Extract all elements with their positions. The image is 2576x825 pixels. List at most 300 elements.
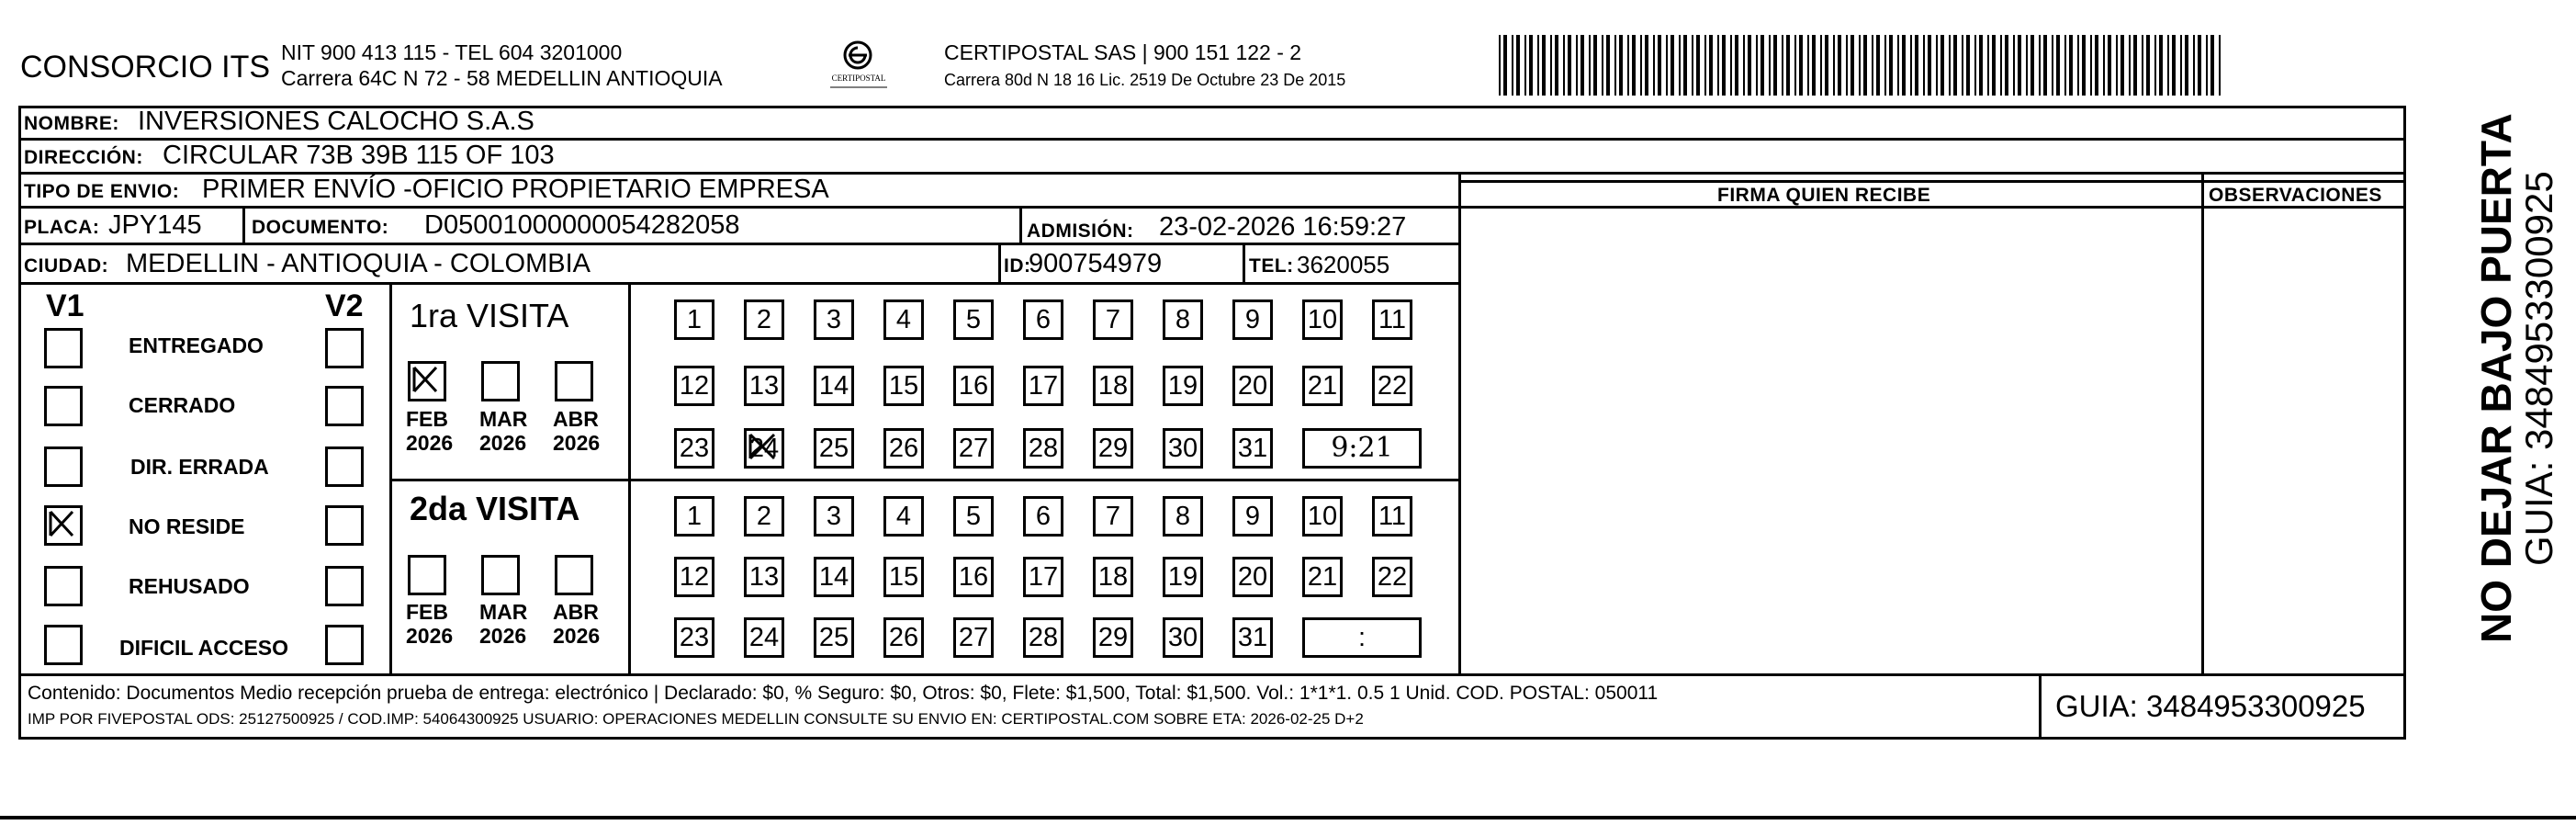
status-label-entregado: ENTREGADO <box>129 333 264 357</box>
barcode-bar <box>1897 35 1899 96</box>
second-day-14[interactable] <box>814 557 854 597</box>
second-day-8[interactable] <box>1163 496 1203 537</box>
second-year-label-mar: 2026 <box>479 624 527 648</box>
barcode-bar <box>2210 35 2214 96</box>
barcode-bar <box>1807 35 1809 96</box>
admision-label: ADMISIÓN: <box>1027 220 1134 242</box>
barcode-bar <box>1949 35 1951 96</box>
barcode-bar <box>1640 35 1642 96</box>
barcode-bar <box>1833 35 1835 96</box>
first-day-number: 17 <box>1028 371 1059 401</box>
second-day-number: 3 <box>826 502 842 531</box>
barcode-bar <box>2120 35 2124 96</box>
barcode-bar <box>1863 35 1867 96</box>
barcode-bar <box>1794 35 1796 96</box>
second-day-13[interactable] <box>744 557 784 597</box>
second-day-5[interactable] <box>953 496 994 537</box>
second-day-number: 23 <box>679 623 710 652</box>
second-day-9[interactable] <box>1232 496 1273 537</box>
barcode-bar <box>1769 35 1771 96</box>
barcode-bar <box>2219 35 2221 96</box>
first-day-19[interactable] <box>1163 366 1203 406</box>
v1-checkbox-no-reside[interactable] <box>44 505 83 546</box>
first-day-number: 4 <box>895 305 912 334</box>
barcode-bar <box>1512 35 1513 96</box>
second-day-number: 7 <box>1105 502 1121 531</box>
barcode-bar <box>1743 35 1745 96</box>
admision-value: 23-02-2026 16:59:27 <box>1159 212 1407 242</box>
barcode-bar <box>2069 35 2073 96</box>
first-day-23[interactable] <box>674 428 714 469</box>
barcode-bar <box>1915 35 1918 96</box>
barcode-bar <box>1679 35 1681 96</box>
first-day-15[interactable] <box>883 366 924 406</box>
second-day-number: 5 <box>965 502 982 531</box>
second-visit-label: 2da VISITA <box>410 490 580 527</box>
v1-checkbox-dir-errada[interactable] <box>44 446 83 487</box>
barcode-bar <box>1992 35 1996 96</box>
first-day-1[interactable] <box>674 299 714 340</box>
second-day-16[interactable] <box>953 557 994 597</box>
second-day-number: 8 <box>1175 502 1191 531</box>
second-day-number: 15 <box>888 562 919 592</box>
first-day-number: 15 <box>888 371 919 401</box>
barcode-bar <box>2103 35 2105 96</box>
barcode-bar <box>1563 35 1565 96</box>
second-day-18[interactable] <box>1093 557 1133 597</box>
barcode <box>1499 35 2226 96</box>
barcode-bar <box>1692 35 1693 96</box>
company-nit: NIT 900 413 115 - TEL 604 3201000 <box>281 40 623 64</box>
first-day-number: 29 <box>1097 434 1129 463</box>
barcode-bar <box>1717 35 1719 96</box>
barcode-bar <box>2198 35 2201 96</box>
second-day-number: 17 <box>1028 562 1059 592</box>
second-day-3[interactable] <box>814 496 854 537</box>
second-day-11[interactable] <box>1372 496 1412 537</box>
barcode-bar <box>1928 35 1931 96</box>
barcode-bar <box>1872 35 1873 96</box>
barcode-bar <box>2159 35 2163 96</box>
barcode-bar <box>2030 35 2034 96</box>
company-name: CONSORCIO ITS <box>20 50 271 85</box>
first-day-number: 20 <box>1237 371 1268 401</box>
barcode-bar <box>2043 35 2047 96</box>
barcode-bar <box>2154 35 2156 96</box>
first-visit-label: 1ra VISITA <box>410 297 569 334</box>
footer-guia: GUIA: 3484953300925 <box>2055 689 2366 723</box>
barcode-bar <box>2005 35 2008 96</box>
second-year-label-feb: 2026 <box>406 624 454 648</box>
barcode-bar <box>2185 35 2188 96</box>
first-day-13[interactable] <box>744 366 784 406</box>
v2-checkbox-dir-errada[interactable] <box>325 446 364 487</box>
first-day-number: 31 <box>1237 434 1268 463</box>
barcode-bar <box>2000 35 2002 96</box>
first-day-number: 5 <box>965 305 982 334</box>
first-day-number: 26 <box>888 434 919 463</box>
v1-checkbox-rehusado[interactable] <box>44 566 83 606</box>
second-year-label-abr: 2026 <box>553 624 601 648</box>
first-day-11[interactable] <box>1372 299 1412 340</box>
barcode-bar <box>1704 35 1706 96</box>
barcode-bar <box>1658 35 1661 96</box>
barcode-bar <box>2108 35 2111 96</box>
first-year-label-abr: 2026 <box>553 431 601 455</box>
nombre-label: NOMBRE: <box>24 113 119 134</box>
status-label-dir-errada: DIR. ERRADA <box>130 455 269 479</box>
second-day-31[interactable] <box>1232 617 1273 658</box>
first-month-label-mar: MAR <box>479 407 528 431</box>
status-label-dificil-acceso: DIFICIL ACCESO <box>119 636 289 660</box>
first-day-27[interactable] <box>953 428 994 469</box>
second-day-number: 30 <box>1167 623 1198 652</box>
first-day-number: 3 <box>826 305 842 334</box>
barcode-bar <box>2146 35 2150 96</box>
second-day-number: 14 <box>818 562 849 592</box>
barcode-bar <box>1953 35 1957 96</box>
barcode-bar <box>1940 35 1944 96</box>
barcode-bar <box>1850 35 1854 96</box>
first-day-number: 12 <box>679 371 710 401</box>
first-day-4[interactable] <box>883 299 924 340</box>
first-day-number: 28 <box>1028 434 1059 463</box>
first-day-number: 13 <box>748 371 780 401</box>
tipo-envio-value: PRIMER ENVÍO -OFICIO PROPIETARIO EMPRESA <box>202 175 829 204</box>
barcode-bar <box>1786 35 1790 96</box>
first-year-label-mar: 2026 <box>479 431 527 455</box>
barcode-bar <box>2206 35 2208 96</box>
second-day-17[interactable] <box>1023 557 1063 597</box>
first-day-number: 10 <box>1307 305 1338 334</box>
tel-value: 3620055 <box>1297 251 1390 278</box>
v2-checkbox-dificil-acceso[interactable] <box>325 625 364 665</box>
second-day-number: 25 <box>818 623 849 652</box>
first-day-6[interactable] <box>1023 299 1063 340</box>
status-label-cerrado: CERRADO <box>129 393 236 417</box>
barcode-bar <box>1529 35 1533 96</box>
second-day-21[interactable] <box>1302 557 1343 597</box>
barcode-bar <box>1542 35 1546 96</box>
first-day-number: 7 <box>1105 305 1121 334</box>
tipo-envio-label: TIPO DE ENVIO: <box>24 181 180 202</box>
v2-checkbox-rehusado[interactable] <box>325 566 364 606</box>
barcode-bar <box>2039 35 2041 96</box>
second-day-2[interactable] <box>744 496 784 537</box>
first-day-30[interactable] <box>1163 428 1203 469</box>
barcode-bar <box>1602 35 1603 96</box>
placa-label: PLACA: <box>24 217 100 238</box>
barcode-bar <box>1979 35 1983 96</box>
barcode-bar <box>2077 35 2079 96</box>
v2-checkbox-cerrado[interactable] <box>325 386 364 426</box>
first-day-number: 16 <box>958 371 989 401</box>
barcode-bar <box>1962 35 1963 96</box>
second-day-number: 18 <box>1097 562 1129 592</box>
second-month-box-abr[interactable] <box>555 555 593 595</box>
placa-value: JPY145 <box>108 210 202 240</box>
first-day-24[interactable] <box>744 428 784 469</box>
first-day-31[interactable] <box>1232 428 1273 469</box>
barcode-bar <box>1576 35 1578 96</box>
first-day-29[interactable] <box>1093 428 1133 469</box>
second-day-number: 24 <box>748 623 780 652</box>
second-day-19[interactable] <box>1163 557 1203 597</box>
barcode-bar <box>1499 35 1501 96</box>
barcode-bar <box>1838 35 1841 96</box>
first-time-value: 9:21 <box>1331 432 1393 464</box>
id-label: ID: <box>1004 255 1031 277</box>
second-month-label-mar: MAR <box>479 600 528 624</box>
second-month-label-feb: FEB <box>406 600 448 624</box>
barcode-bar <box>2052 35 2053 96</box>
first-day-number: 19 <box>1167 371 1198 401</box>
barcode-bar <box>1876 35 1880 96</box>
documento-value: D05001000000054282058 <box>424 210 740 240</box>
barcode-bar <box>1859 35 1861 96</box>
second-month-label-abr: ABR <box>553 600 599 624</box>
second-day-number: 9 <box>1244 502 1261 531</box>
direccion-value: CIRCULAR 73B 39B 115 OF 103 <box>163 141 555 170</box>
barcode-bar <box>1632 35 1636 96</box>
barcode-bar <box>1812 35 1816 96</box>
second-day-22[interactable] <box>1372 557 1412 597</box>
second-day-25[interactable] <box>814 617 854 658</box>
first-day-number: 9 <box>1244 305 1261 334</box>
barcode-bar <box>1653 35 1655 96</box>
barcode-bar <box>2013 35 2015 96</box>
second-day-24[interactable] <box>744 617 784 658</box>
first-day-number: 25 <box>818 434 849 463</box>
barcode-bar <box>1670 35 1674 96</box>
first-day-number: 8 <box>1175 305 1191 334</box>
second-day-1[interactable] <box>674 496 714 537</box>
barcode-bar <box>2172 35 2176 96</box>
barcode-bar <box>1735 35 1738 96</box>
second-day-number: 12 <box>679 562 710 592</box>
barcode-bar <box>2026 35 2028 96</box>
status-label-rehusado: REHUSADO <box>129 574 250 598</box>
barcode-bar <box>2018 35 2021 96</box>
v1-checkbox-cerrado[interactable] <box>44 386 83 426</box>
first-day-5[interactable] <box>953 299 994 340</box>
second-day-6[interactable] <box>1023 496 1063 537</box>
first-day-3[interactable] <box>814 299 854 340</box>
first-day-26[interactable] <box>883 428 924 469</box>
logo-text: CERTIPOSTAL <box>831 73 886 83</box>
tel-label: TEL: <box>1249 255 1294 277</box>
company-address: Carrera 64C N 72 - 58 MEDELLIN ANTIOQUIA <box>281 66 723 90</box>
certipostal-logo <box>817 39 900 94</box>
barcode-bar <box>1748 35 1751 96</box>
footer-imp: IMP POR FIVEPOSTAL ODS: 25127500925 / COD.IMP: 54064300925 USUARIO: OPERACIONES MEDELLIN CONSULTE SU ENVIO EN: CERTIPOSTAL.COM SOBRE ETA: 2026-02-25 D+2 <box>28 710 1364 728</box>
first-day-number: 27 <box>958 434 989 463</box>
barcode-bar <box>1683 35 1687 96</box>
v2-checkbox-no-reside[interactable] <box>325 505 364 546</box>
first-day-12[interactable] <box>674 366 714 406</box>
first-day-number: 18 <box>1097 371 1129 401</box>
barcode-bar <box>1756 35 1758 96</box>
observaciones-label: OBSERVACIONES <box>2209 185 2382 206</box>
first-day-7[interactable] <box>1093 299 1133 340</box>
first-day-number: 22 <box>1377 371 1408 401</box>
second-day-number: 20 <box>1237 562 1268 592</box>
barcode-bar <box>1606 35 1610 96</box>
carrier-line2: Carrera 80d N 18 16 Lic. 2519 De Octubre 23 De 2015 <box>944 71 1346 89</box>
first-day-8[interactable] <box>1163 299 1203 340</box>
barcode-bar <box>1966 35 1970 96</box>
first-day-9[interactable] <box>1232 299 1273 340</box>
documento-label: DOCUMENTO: <box>252 217 389 238</box>
second-day-4[interactable] <box>883 496 924 537</box>
barcode-bar <box>2056 35 2060 96</box>
barcode-bar <box>1555 35 1558 96</box>
barcode-bar <box>1820 35 1822 96</box>
second-time-value: : <box>1357 623 1367 652</box>
nombre-value: INVERSIONES CALOCHO S.A.S <box>138 107 534 136</box>
first-day-number: 21 <box>1307 371 1338 401</box>
barcode-bar <box>1936 35 1938 96</box>
firma-label: FIRMA QUIEN RECIBE <box>1717 185 1931 206</box>
barcode-bar <box>2082 35 2086 96</box>
second-day-number: 26 <box>888 623 919 652</box>
second-day-number: 19 <box>1167 562 1198 592</box>
first-day-10[interactable] <box>1302 299 1343 340</box>
second-day-number: 22 <box>1377 562 1408 592</box>
barcode-bar <box>1910 35 1912 96</box>
barcode-bar <box>1619 35 1623 96</box>
barcode-bar <box>1902 35 1906 96</box>
second-day-number: 21 <box>1307 562 1338 592</box>
side-guia: GUIA: 3484953300925 <box>2517 171 2560 566</box>
first-day-28[interactable] <box>1023 428 1063 469</box>
second-day-number: 16 <box>958 562 989 592</box>
barcode-bar <box>1782 35 1783 96</box>
first-day-20[interactable] <box>1232 366 1273 406</box>
v2-checkbox-entregado[interactable] <box>325 328 364 368</box>
second-day-number: 31 <box>1237 623 1268 652</box>
second-day-23[interactable] <box>674 617 714 658</box>
barcode-bar <box>1627 35 1629 96</box>
second-day-27[interactable] <box>953 617 994 658</box>
barcode-bar <box>1730 35 1732 96</box>
barcode-bar <box>1974 35 1976 96</box>
second-day-number: 2 <box>756 502 772 531</box>
barcode-bar <box>1550 35 1552 96</box>
second-day-number: 13 <box>748 562 780 592</box>
second-month-box-feb[interactable] <box>408 555 446 595</box>
barcode-bar <box>1696 35 1700 96</box>
barcode-bar <box>1889 35 1893 96</box>
direccion-label: DIRECCIÓN: <box>24 147 143 168</box>
barcode-bar <box>2090 35 2092 96</box>
barcode-bar <box>1645 35 1648 96</box>
first-day-number: 1 <box>686 305 703 334</box>
second-day-12[interactable] <box>674 557 714 597</box>
barcode-bar <box>2129 35 2131 96</box>
first-day-number: 24 <box>748 434 780 463</box>
carrier-line1: CERTIPOSTAL SAS | 900 151 122 - 2 <box>944 40 1302 64</box>
first-day-number: 23 <box>679 434 710 463</box>
first-year-label-feb: 2026 <box>406 431 454 455</box>
barcode-bar <box>2095 35 2098 96</box>
second-day-number: 27 <box>958 623 989 652</box>
barcode-bar <box>2064 35 2066 96</box>
first-day-number: 11 <box>1378 305 1407 334</box>
second-day-30[interactable] <box>1163 617 1203 658</box>
second-day-number: 1 <box>686 502 703 531</box>
first-day-22[interactable] <box>1372 366 1412 406</box>
first-day-25[interactable] <box>814 428 854 469</box>
second-day-15[interactable] <box>883 557 924 597</box>
second-day-20[interactable] <box>1232 557 1273 597</box>
second-day-number: 10 <box>1307 502 1338 531</box>
barcode-bar <box>1589 35 1591 96</box>
barcode-bar <box>2180 35 2182 96</box>
first-day-17[interactable] <box>1023 366 1063 406</box>
barcode-bar <box>1503 35 1507 96</box>
first-month-box-mar[interactable] <box>481 361 520 401</box>
barcode-bar <box>1987 35 1989 96</box>
first-day-2[interactable] <box>744 299 784 340</box>
barcode-bar <box>2142 35 2143 96</box>
first-day-number: 14 <box>818 371 849 401</box>
first-month-label-feb: FEB <box>406 407 448 431</box>
first-day-14[interactable] <box>814 366 854 406</box>
barcode-bar <box>1773 35 1777 96</box>
barcode-bar <box>2116 35 2118 96</box>
barcode-bar <box>1923 35 1925 96</box>
second-time-box[interactable] <box>1302 617 1422 658</box>
second-day-28[interactable] <box>1023 617 1063 658</box>
barcode-bar <box>1537 35 1539 96</box>
first-month-box-abr[interactable] <box>555 361 593 401</box>
first-day-18[interactable] <box>1093 366 1133 406</box>
barcode-bar <box>1580 35 1584 96</box>
second-day-number: 29 <box>1097 623 1129 652</box>
first-time-box[interactable] <box>1302 428 1422 469</box>
barcode-bar <box>1760 35 1764 96</box>
second-month-box-mar[interactable] <box>481 555 520 595</box>
ciudad-value: MEDELLIN - ANTIOQUIA - COLOMBIA <box>126 249 591 278</box>
barcode-bar <box>1593 35 1597 96</box>
first-day-number: 2 <box>756 305 772 334</box>
barcode-bar <box>2193 35 2195 96</box>
second-day-number: 4 <box>895 502 912 531</box>
v1-checkbox-entregado[interactable] <box>44 328 83 368</box>
barcode-bar <box>1614 35 1616 96</box>
first-day-21[interactable] <box>1302 366 1343 406</box>
second-day-number: 28 <box>1028 623 1059 652</box>
first-month-label-abr: ABR <box>553 407 599 431</box>
v1-checkbox-dificil-acceso[interactable] <box>44 625 83 665</box>
status-label-no-reside: NO RESIDE <box>129 514 245 538</box>
v1-label: V1 <box>46 288 84 323</box>
second-day-7[interactable] <box>1093 496 1133 537</box>
first-month-box-feb[interactable] <box>408 361 446 401</box>
second-day-29[interactable] <box>1093 617 1133 658</box>
second-day-number: 6 <box>1035 502 1052 531</box>
footer-contenido: Contenido: Documentos Medio recepción prueba de entrega: electrónico | Declarado: $0, % Seguro: $0, Otros: $0, Flete: $1,500, Total: $1,500. Vol.: 1*1*1. 0.5 1 Unid. COD. POSTAL: 050011 <box>28 683 1659 704</box>
barcode-bar <box>1516 35 1520 96</box>
barcode-bar <box>1722 35 1726 96</box>
second-day-26[interactable] <box>883 617 924 658</box>
barcode-bar <box>2167 35 2169 96</box>
first-day-16[interactable] <box>953 366 994 406</box>
barcode-bar <box>1799 35 1803 96</box>
second-day-10[interactable] <box>1302 496 1343 537</box>
barcode-bar <box>1568 35 1571 96</box>
